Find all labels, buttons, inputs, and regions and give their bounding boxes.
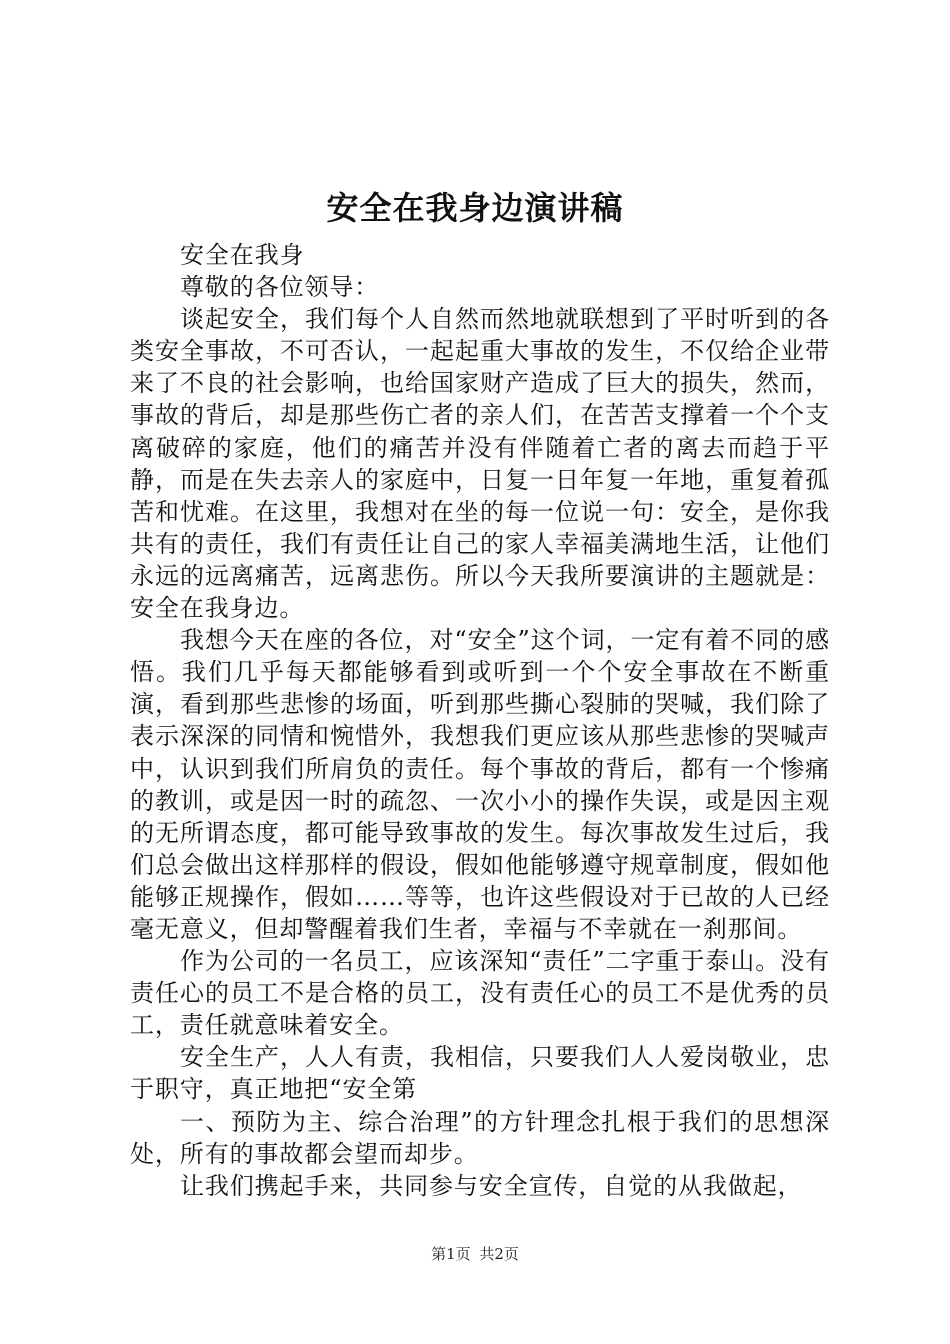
paragraph: 尊敬的各位领导： [180, 273, 380, 302]
page-number: 第1页 [431, 1245, 471, 1263]
paragraph: 谈起安全，我们每个人自然而然地就联想到了平时听到的各类安全事故，不可否认，一起起重大事故的发生，不仅给企业带来了不良的社会影响，也给国家财产造成了巨大的损失，然而，事故的背后，却是那些伤亡者的亲人们，在苦苦支撑着一个个支离破碎的家庭，他们的痛苦并没有伴随着亡者的离去而趋于平静，而是在失去亲人的家庭中，日复一日年复一年地，重复着孤苦和忧难。在这里，我想对在坐的每一位说一句：安全，是你我共有的责任，我们有责任让自己的家人幸福美满地生活，让他们永远的远离痛苦，远离悲伤。所以今天我所要演讲的主题就是：安全在我身边。 [130, 305, 830, 623]
paragraph: 作为公司的一名员工，应该深知“责任”二字重于泰山。没有责任心的员工不是合格的员工，没有责任心的员工不是优秀的员工，责任就意味着安全。 [130, 947, 830, 1040]
paragraph: 一、预防为主、综合治理”的方针理念扎根于我们的思想深处，所有的事故都会望而却步。 [130, 1107, 830, 1168]
document-title: 安全在我身边演讲稿 [326, 189, 624, 227]
page-footer [0, 1243, 950, 1265]
page-total: 共2页 [479, 1245, 519, 1263]
paragraph: 安全在我身 [180, 241, 305, 269]
paragraph: 让我们携起手来，共同参与安全宣传，自觉的从我做起， [180, 1171, 803, 1200]
document-body [130, 239, 830, 1202]
paragraph: 安全生产，人人有责，我相信，只要我们人人爱岗敬业，忠于职守，真正地把“安全第 [130, 1043, 830, 1104]
paragraph: 我想今天在座的各位，对“安全”这个词，一定有着不同的感悟。我们几乎每天都能够看到或听到一个个安全事故在不断重演，看到那些悲惨的场面，听到那些撕心裂肺的哭喊，我们除了表示深深的同情和惋惜外，我想我们更应该从那些悲惨的哭喊声中，认识到我们所肩负的责任。每个事故的背后，都有一个惨痛的教训，或是因一时的疏忽、一次小小的操作失误，或是因主观的无所谓态度，都可能导致事故的发生。每次事故发生过后，我们总会做出这样那样的假设，假如他能够遵守规章制度，假如他能够正规操作，假如……等等，也许这些假设对于已故的人已经毫无意义，但却警醒着我们生者，幸福与不幸就在一刹那间。 [130, 626, 830, 943]
